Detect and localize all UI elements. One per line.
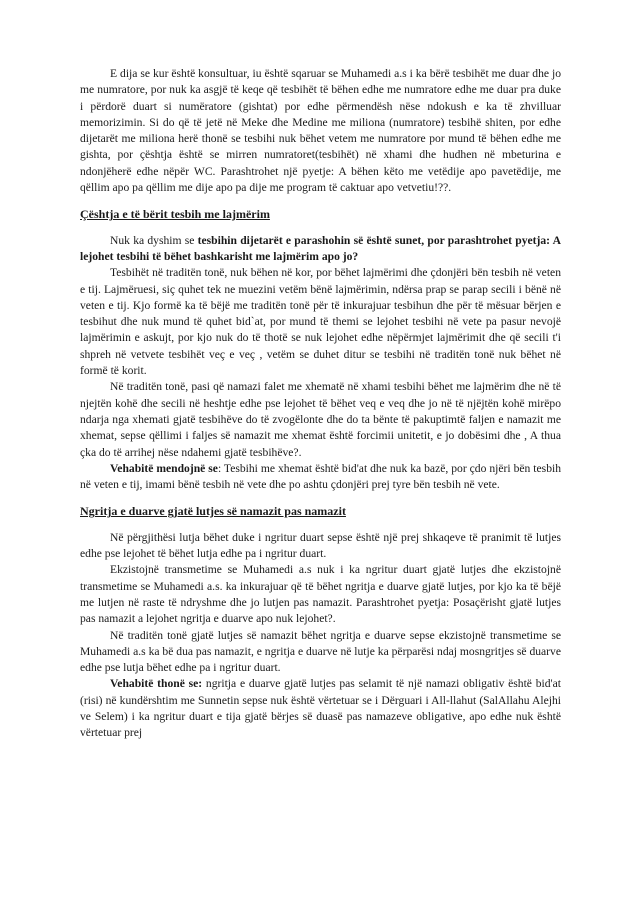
paragraph-ngritja-1: Në përgjithësi lutja bëhet duke i ngritur duart sepse është një prej shkaqeve të pranimit të lutjes edhe pse lejohet të bëhet lutja edhe pa i ngritur duart. [80, 530, 561, 561]
paragraph-text: : Tesbihi me xhemat është bid'at dhe nuk ka bazë, por çdo njëri bën tesbih në veten e tij, imami bënë tesbih në vete dhe po ashtu çdonjëri prej tyre bën tesbih në vete. [80, 461, 562, 492]
section-title-ngritja: Ngritja e duarve gjatë lutjes së namazit pas namazit [80, 504, 346, 519]
intro-paragraph: E dija se kur është konsultuar, iu është sqaruar se Muhamedi a.s i ka bërë tesbihët me duar dhe jo me numratore, por nuk ka asgjë të keqe që tesbihët të bëhen edhe me numratore edhe me duar pra duke i përdorë duart si numëratore (gishtat) por edhe përmendësh nëse ndokush e ka të zhvilluar memorizimin. Si do që të jetë në Meke dhe Medine me miliona (numratore) tesbihë shiten, por edhe dijetarët me miliona herë thonë se tesbihi nuk bëhet vetem me numratore por mund të bëhen edhe me gishta, por çështja është se mirren numratoret(tesbihët) në xhami dhe hudhen në mbeturina e ndonjëherë edhe nëpër WC. Parashtrohet një pyetje: A bëhen këto me vetëdije apo pavetëdije, me qëllim apo pa qëllim me dije apo pa dije me program të caktuar apo vetvetiu!??. [80, 67, 561, 195]
paragraph-tesbih-4 [80, 461, 561, 494]
paragraph-text: ngritja e duarve gjatë lutjes pas selamit të një namazi obligativ është bid'at (risi) në kundërshtim me Sunnetin sepse nuk është vërtetuar se i Dërguari i All-llahut (SalAllahu Alejhi ve Selem) i ka ngritur duart e tija gjatë bërjes së duasë pas namazeve obligative, apo edhe nuk është vërtetuar prej [80, 677, 561, 740]
paragraph-ngritja-2: Ekzistojnë transmetime se Muhamedi a.s nuk i ka ngritur duart gjatë lutjes dhe ekzistojnë transmetime se Muhamedi a.s. ka inkurajuar që të bëhet ngritja e duarve gjatë lutjes, por kjo ka të bëjë me lutjen në raste të ndryshme dhe jo lutjen pas namazit. Parashtrohet pyetja: Posaçërisht gjatë lutjes pas namazit a lejohet ngritja e duarve apo nuk lejohet?. [80, 563, 561, 626]
paragraph-ngritja-4 [80, 676, 561, 741]
paragraph-text: Nuk ka dyshim se [110, 233, 198, 247]
bold-question: tesbihin dijetarët e parashohin së është sunet, por parashtrohet pyetja: A lejohet tesbihi të bëhet bashkarisht me lajmërim apo jo? [80, 233, 561, 263]
paragraph-tesbih-1 [80, 233, 561, 266]
bold-lead: Vehabitë mendojnë se [110, 461, 218, 475]
paragraph-ngritja-3: Në traditën tonë gjatë lutjes së namazit bëhet ngritja e duarve sepse ekzistojnë transmetime se Muhamedi a.s ka bë dua pas namazit, e ngritja e duarve në lutje ka përparësi ndaj mosngritjes së duarve edhe pse lutja bëhet edhe pa i ngritur duart. [80, 628, 561, 675]
section-title-tesbih: Çështja e të bërit tesbih me lajmërim [80, 207, 270, 222]
bold-lead: Vehabitë thonë se: [110, 677, 203, 691]
paragraph-tesbih-3: Në traditën tonë, pasi që namazi falet me xhematë në xhami tesbihi bëhet me lajmërim dhe në të njejtën kohë dhe secili në heshtje edhe pse lejohet të bëhet veq e veq dhe jo në të njëjtën kohë mirëpo ndarja nga xhemati gjatë tesbihëve do të zvogëlonte dhe do ta bënte të pakuptimtë faljen e namazit me xhemat, sepse qëllimi i faljes së namazit me xhemat është forcimii unitetit, e jo dobësimi dhe , A thua çka do të arrihej nëse ndahemi gjatë tesbihëve?. [80, 380, 561, 459]
document-page [80, 66, 561, 742]
paragraph-tesbih-2: Tesbihët në traditën tonë, nuk bëhen në kor, por bëhet lajmërimi dhe çdonjëri bën tesbih në veten e tij. Lajmëruesi, siç quhet tek ne muezini vetëm bënë lajmërimin, ndërsa prap se parap secili i bënë në veten e tij. Kjo formë ka të bëjë me traditën tonë për të inkurajuar tesbihun dhe për të mësuar bërjen e tesbihut dhe nuk mund të quhet bid`at, por mund të themi se lejohet tesbihi në vete pa pasur nevojë lajmërimin e askujt, por kjo nuk do të thotë se nuk lejohet edhe nëpërmjet lajmërimit dhe që secili t'i shpreh në vetvete tesbihët veç e veç , vetëm se duhet ditur se tesbihi në traditën tonë nuk bëhet në formë të korit. [80, 266, 561, 378]
